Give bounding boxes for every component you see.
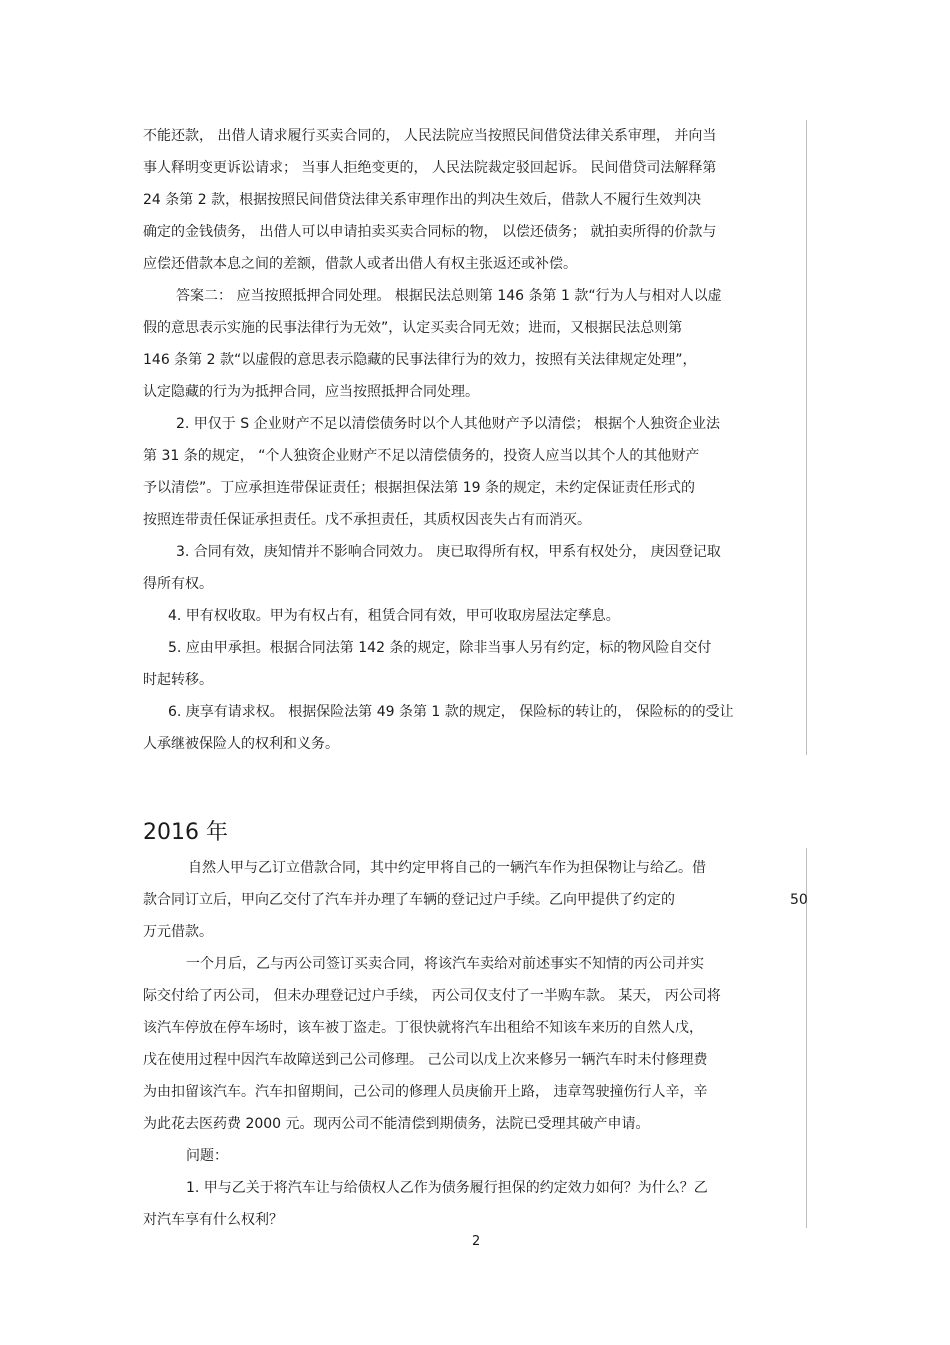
paragraph-line: 50 [790, 892, 808, 908]
paragraph-line: 不能还款， 出借人请求履行买卖合同的， 人民法院应当按照民间借贷法律关系审理， 并向当 [143, 128, 717, 144]
paragraph-line: 4. 甲有权收取。甲为有权占有，租赁合同有效，甲可收取房屋法定孳息。 [168, 608, 620, 624]
paragraph-line: 2. 甲仅于 S 企业财产不足以清偿债务时以个人其他财产予以清偿； 根据个人独资企业法 [176, 416, 721, 432]
paragraph-line: 自然人甲与乙订立借款合同，其中约定甲将自己的一辆汽车作为担保物让与给乙。借 [188, 860, 706, 876]
paragraph-line: 3. 合同有效，庚知情并不影响合同效力。 庚已取得所有权，甲系有权处分， 庚因登记取 [176, 544, 721, 560]
paragraph-line: 对汽车享有什么权利？ [143, 1212, 283, 1228]
paragraph-line: 第 31 条的规定， “个人独资企业财产不足以清偿债务的，投资人应当以其个人的其他财产 [143, 448, 700, 464]
paragraph-line: 为由扣留该汽车。汽车扣留期间，己公司的修理人员庚偷开上路， 违章驾驶撞伤行人辛，辛 [143, 1084, 708, 1100]
paragraph-line: 时起转移。 [143, 672, 213, 688]
paragraph-line: 146 条第 2 款“以虚假的意思表示隐藏的民事法律行为的效力，按照有关法律规定处理”， [143, 352, 697, 368]
paragraph-line: 5. 应由甲承担。根据合同法第 142 条的规定，除非当事人另有约定，标的物风险自交付 [168, 640, 712, 656]
paragraph-line: 应偿还借款本息之间的差额，借款人或者出借人有权主张返还或补偿。 [143, 256, 577, 272]
paragraph-line: 人承继被保险人的权利和义务。 [143, 736, 339, 752]
paragraph-line: 认定隐藏的行为为抵押合同，应当按照抵押合同处理。 [143, 384, 479, 400]
paragraph-line: 问题： [186, 1148, 228, 1164]
right-margin-rule-top [806, 120, 807, 755]
paragraph-line: 际交付给了丙公司， 但未办理登记过户手续， 丙公司仅支付了一半购车款。 某天， 丙公司将 [143, 988, 721, 1004]
paragraph-line: 6. 庚享有请求权。 根据保险法第 49 条第 1 款的规定， 保险标的转让的， 保险标的的受让 [168, 704, 734, 720]
paragraph-line: 款合同订立后，甲向乙交付了汽车并办理了车辆的登记过户手续。乙向甲提供了约定的 [143, 892, 675, 908]
paragraph-line: 答案二： 应当按照抵押合同处理。 根据民法总则第 146 条第 1 款“行为人与相对人以虚 [176, 288, 722, 304]
paragraph-line: 1. 甲与乙关于将汽车让与给债权人乙作为债务履行担保的约定效力如何？为什么？乙 [186, 1180, 708, 1196]
paragraph-line: 为此花去医药费 2000 元。现丙公司不能清偿到期债务，法院已受理其破产申请。 [143, 1116, 650, 1132]
paragraph-line: 事人释明变更诉讼请求； 当事人拒绝变更的， 人民法院裁定驳回起诉。 民间借贷司法解释第 [143, 160, 717, 176]
paragraph-line: 予以清偿”。丁应承担连带保证责任；根据担保法第 19 条的规定，未约定保证责任形式的 [143, 480, 695, 496]
paragraph-line: 一个月后，乙与丙公司签订买卖合同，将该汽车卖给对前述事实不知情的丙公司并实 [186, 956, 704, 972]
paragraph-line: 戊在使用过程中因汽车故障送到己公司修理。 己公司以戊上次来修另一辆汽车时未付修理费 [143, 1052, 708, 1068]
year-heading: 2016 年 [143, 820, 228, 845]
paragraph-line: 确定的金钱债务， 出借人可以申请拍卖买卖合同标的物， 以偿还债务； 就拍卖所得的价款与 [143, 224, 717, 240]
paragraph-line: 24 条第 2 款，根据按照民间借贷法律关系审理作出的判决生效后，借款人不履行生效判决 [143, 192, 702, 208]
paragraph-line: 得所有权。 [143, 576, 213, 592]
page-number: 2 [472, 1234, 481, 1249]
paragraph-line: 假的意思表示实施的民事法律行为无效”，认定买卖合同无效；进而，又根据民法总则第 [143, 320, 683, 336]
paragraph-line: 按照连带责任保证承担责任。戊不承担责任，其质权因丧失占有而消灭。 [143, 512, 591, 528]
paragraph-line: 该汽车停放在停车场时，该车被丁盗走。丁很快就将汽车出租给不知该车来历的自然人戊， [143, 1020, 703, 1036]
paragraph-line: 万元借款。 [143, 924, 213, 940]
